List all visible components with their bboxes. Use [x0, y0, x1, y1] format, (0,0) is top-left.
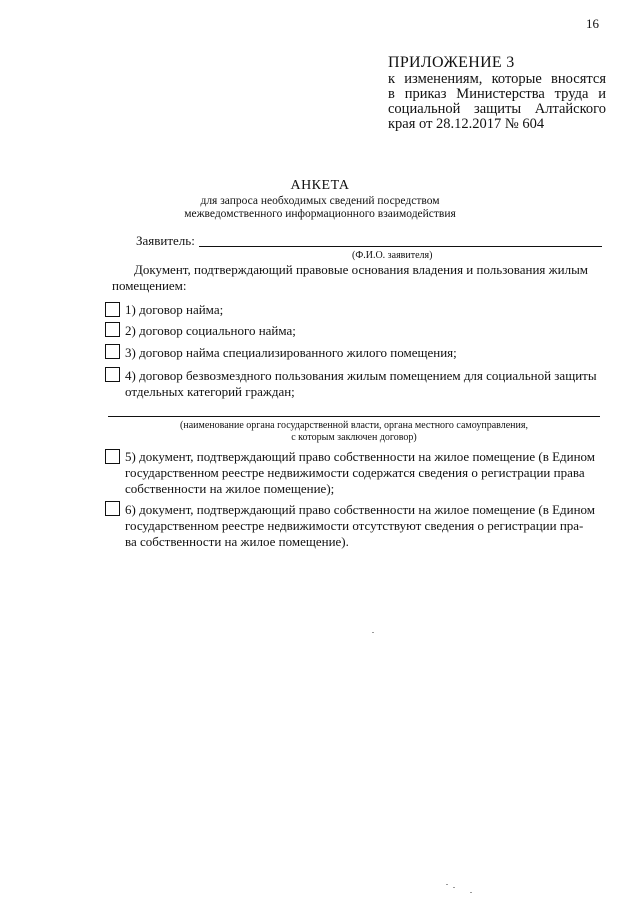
option-label: 4) договор безвозмездного пользования жилым помещением для социальной защиты [125, 368, 597, 383]
option-label: 2) договор социального найма; [125, 323, 296, 338]
scan-speck [446, 884, 448, 885]
checkbox-option-6[interactable] [105, 501, 120, 516]
option-label: государственном реестре недвижимости содержатся сведения о регистрации права [125, 465, 585, 480]
form-title: АНКЕТА [290, 178, 350, 193]
document-intro: Документ, подтверждающий правовые основания владения и пользования жилым помещением: [112, 262, 589, 293]
option-label: государственном реестре недвижимости отсутствуют сведения о регистрации пра- [125, 518, 584, 533]
page-number: 16 [586, 16, 599, 31]
appendix-line: в приказ Министерства труда и [388, 86, 606, 102]
appendix-title: ПРИЛОЖЕНИЕ 3 [388, 54, 515, 71]
option-label: 1) договор найма; [125, 302, 224, 317]
form-subtitle: для запроса необходимых сведений посредством [200, 195, 440, 207]
scan-speck [372, 632, 374, 633]
option-label: 6) документ, подтверждающий право собственности на жилое помещение (в Едином [125, 502, 596, 517]
appendix-header [388, 54, 606, 132]
option-label: отдельных категорий граждан; [125, 384, 295, 399]
scan-speck [470, 892, 472, 893]
checkbox-option-5[interactable] [105, 449, 120, 464]
appendix-line: к изменениям, которые вносятся [388, 71, 606, 87]
appendix-line: края от 28.12.2017 № 604 [388, 116, 545, 132]
organization-name-field[interactable] [108, 416, 600, 417]
checkbox-option-3[interactable] [105, 344, 120, 359]
option-label: собственности на жилое помещение); [125, 481, 335, 496]
organization-caption: (наименование органа государственной власти, органа местного самоуправления, [180, 420, 528, 431]
applicant-caption: (Ф.И.О. заявителя) [352, 250, 433, 261]
applicant-label: Заявитель: [136, 233, 195, 248]
option-label: ва собственности на жилое помещение). [125, 534, 349, 549]
option-label: 3) договор найма специализированного жилого помещения; [125, 345, 457, 360]
appendix-line: социальной защиты Алтайского [388, 101, 606, 117]
checkbox-option-2[interactable] [105, 322, 120, 337]
form-subtitle: межведомственного информационного взаимодействия [184, 208, 456, 220]
option-label: 5) документ, подтверждающий право собственности на жилое помещение (в Едином [125, 449, 596, 464]
applicant-name-field[interactable] [199, 246, 602, 247]
checkbox-option-1[interactable] [105, 302, 120, 317]
checkbox-option-4[interactable] [105, 367, 120, 382]
organization-caption: с которым заключен договор) [291, 432, 417, 443]
scan-speck [453, 887, 455, 888]
